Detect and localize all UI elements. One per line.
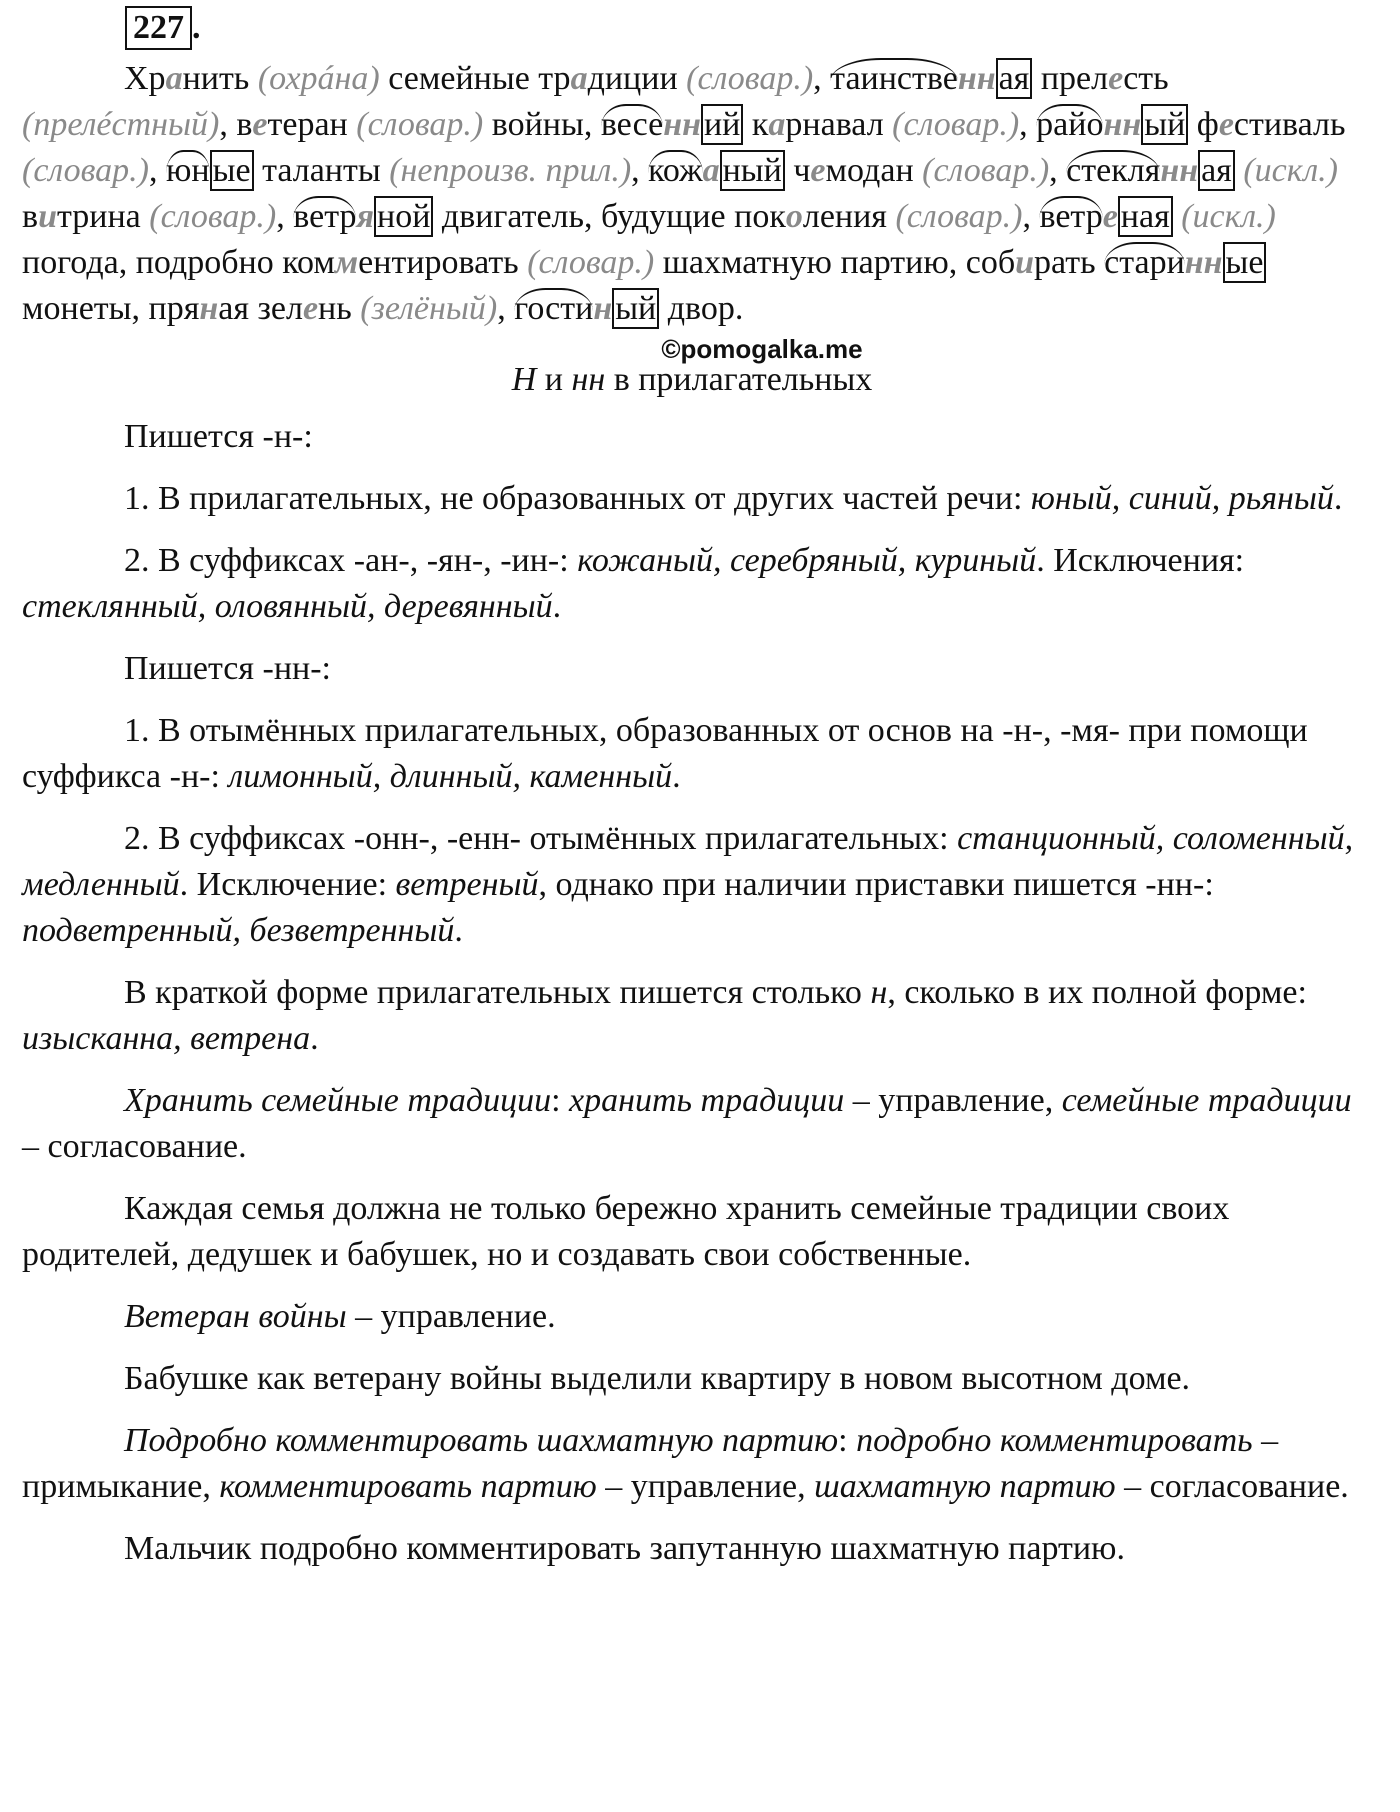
rule-nn2-text: 2. В суффиксах -онн-, -енн- отымённых прилагательных: [124, 820, 958, 857]
rule-short-text: В краткой форме прилагательных пишется столько [124, 974, 871, 1011]
phrase-text: – управление, [844, 1082, 1062, 1119]
phrase-text: : [551, 1082, 570, 1119]
rule-heading [22, 362, 1362, 398]
phrase-italic: Подробно комментировать шахматную партию [124, 1422, 839, 1459]
analysis-phrase-1 [22, 1078, 1362, 1170]
phrase-text: – управление, [596, 1468, 815, 1505]
rule-n-title: Пишется -н-: [124, 418, 313, 455]
heading-n: Н [511, 361, 537, 398]
rule-n2-exc: стеклянный, оловянный, деревянный [22, 588, 553, 625]
phrase-italic: Ветеран войны [124, 1298, 347, 1335]
rule-n1-examples: юный, синий, рьяный [1030, 480, 1334, 517]
rule-nn2-exc-label: . Исключение: [179, 866, 396, 903]
phrase-italic: Хранить семейные традиции [124, 1082, 552, 1119]
analysis-sentence-2: Бабушке как ветерану войны выделили квартиру в новом высотном доме. [124, 1360, 1191, 1397]
rule-nn2-tail-examples: подветренный, безветренный [22, 912, 455, 949]
rule-nn1-text: 1. В отымённых прилагательных, образованных от основ на -н-, -мя- при помощи суффикса -н-: [22, 712, 1308, 795]
rule-short-n: н [870, 974, 888, 1011]
rule-nn1: 1. В отымённых прилагательных, образованных от основ на -н-, -мя- при помощи суффикса -н-: лимонный, длинный, каменный. [22, 712, 1308, 795]
heading-and: и [536, 361, 572, 398]
phrase-italic: семейные традиции [1061, 1082, 1352, 1119]
exercise-number: 227 [125, 6, 192, 50]
page [22, 6, 1362, 1588]
phrase-italic: подробно комментировать [856, 1422, 1253, 1459]
rule-nn2: 2. В суффиксах -онн-, -енн- отымённых прилагательных: станционный, соломенный, медленный. Исключение: ветреный, однако при наличии приставки пишется -нн-: подветренный, безветренный. [22, 820, 1354, 949]
rule-n2-exc-label: Исключения: [1053, 542, 1245, 579]
rule-nn-title: Пишется -нн-: [124, 650, 332, 687]
analysis-sentence-3: Мальчик подробно комментировать запутанную шахматную партию. [124, 1530, 1125, 1567]
phrase-text: – согласование. [22, 1128, 247, 1165]
analysis-sentence-1: Каждая семья должна не только бережно хранить семейные традиции своих родителей, дедушек и бабушек, но и создавать свои собственные. [22, 1190, 1230, 1273]
phrase-text: – согласование. [1115, 1468, 1349, 1505]
rule-short-text2: , сколько в их полной форме: [887, 974, 1307, 1011]
rule-nn2-exc: ветреный [395, 866, 539, 903]
exercise-header [22, 6, 1362, 50]
analysis-phrase-2 [22, 1294, 1362, 1340]
rule-n2-text: 2. В суффиксах -ан-, -ян-, -ин-: [124, 542, 578, 579]
phrase-italic: шахматную партию [814, 1468, 1116, 1505]
phrase-text: : [838, 1422, 857, 1459]
rule-n2: 2. В суффиксах -ан-, -ян-, -ин-: кожаный, серебряный, куриный. Исключения: стеклянный, оловянный, деревянный. [22, 542, 1245, 625]
rule-n1-text: 1. В прилагательных, не образованных от других частей речи: [124, 480, 1031, 517]
exercise-text: Хранить (охрáна) семейные традиции (словар.), таинственная прелесть (прелéстный), ветеран (словар.) войны, весенний карнавал (словар.), районный фестиваль (словар.), юные таланты (непроизв. прил.), кожаный чемодан (словар.), стеклянная (искл.) витрина (словар.), ветряной двигатель, будущие поколения (словар.), ветреная (искл.) погода, подробно комментировать (словар.) шахматную партию, собирать старинные монеты, пряная зелень (зелёный), гостиный двор. [22, 60, 1346, 327]
phrase-italic: хранить традиции [569, 1082, 845, 1119]
rule-nn2-tail: , однако при наличии приставки пишется -нн-: [538, 866, 1214, 903]
analysis-phrase-3 [22, 1418, 1362, 1510]
watermark: ©pomogalka.me [661, 334, 863, 364]
rule-n1: 1. В прилагательных, не образованных от других частей речи: юный, синий, рьяный. [124, 480, 1343, 517]
phrase-text: – примыкание, [22, 1422, 1279, 1505]
heading-rest: в прилагательных [605, 361, 873, 398]
phrase-italic: комментировать партию [219, 1468, 597, 1505]
rule-nn1-examples: лимонный, длинный, каменный [228, 758, 673, 795]
rule-nn2-examples: станционный, соломенный, медленный [22, 820, 1354, 903]
rule-n2-examples: кожаный, серебряный, куриный [577, 542, 1037, 579]
exercise-number-dot: . [192, 9, 201, 46]
phrase-text: – управление. [346, 1298, 556, 1335]
rule-short-form: В краткой форме прилагательных пишется столько н, сколько в их полной форме: изысканна, ветрена. [22, 974, 1307, 1057]
rule-short-examples: изысканна, ветрена [22, 1020, 311, 1057]
heading-nn: нн [571, 361, 606, 398]
